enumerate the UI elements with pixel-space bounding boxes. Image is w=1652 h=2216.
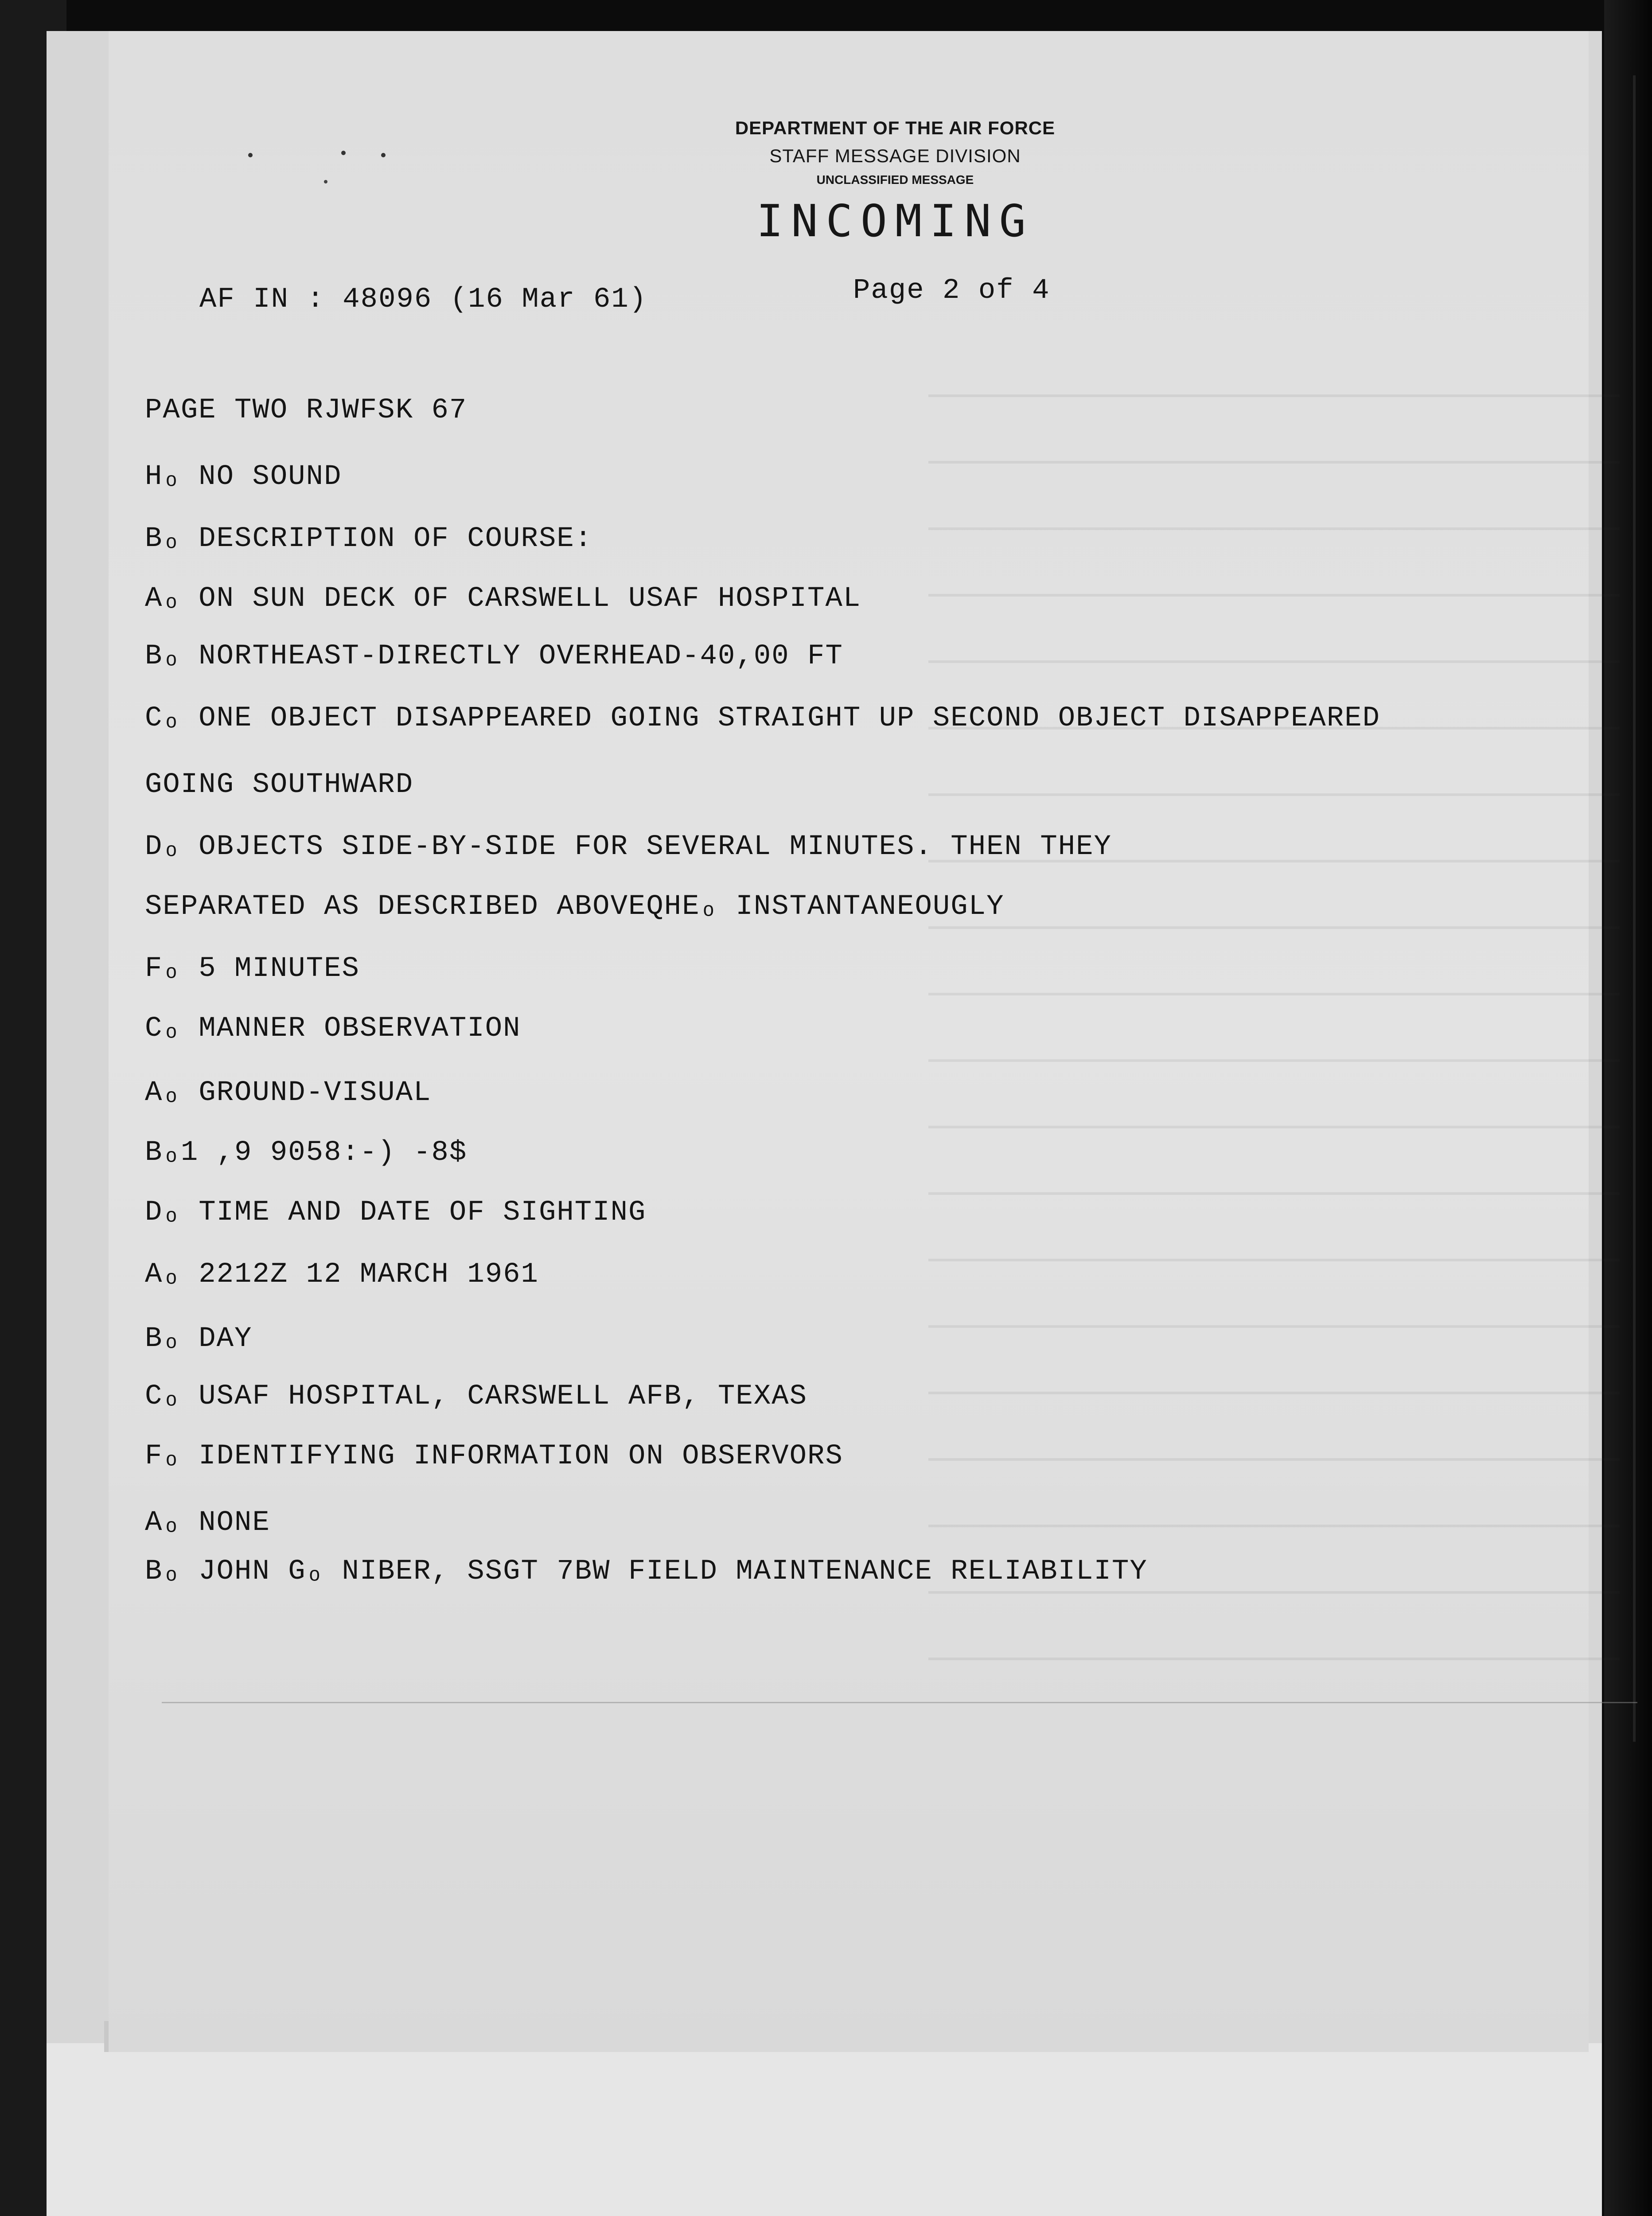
message-line: Aₒ ON SUN DECK OF CARSWELL USAF HOSPITAL: [145, 583, 861, 615]
message-reference: AF IN : 48096 (16 Mar 61): [199, 284, 647, 316]
incoming-title: INCOMING: [756, 195, 1034, 247]
bleed-through-text: [928, 341, 1620, 1715]
message-line: Aₒ GROUND-VISUAL: [145, 1077, 432, 1109]
message-line: Bₒ NORTHEAST-DIRECTLY OVERHEAD-40,00 FT: [145, 640, 843, 672]
message-line: Fₒ IDENTIFYING INFORMATION ON OBSERVORS: [145, 1440, 843, 1472]
message-line: Bₒ1 ,9 9058:-) -8$: [145, 1137, 468, 1169]
message-line: PAGE TWO RJWFSK 67: [145, 394, 468, 426]
dust-specks: [242, 120, 419, 208]
message-line: Hₒ NO SOUND: [145, 461, 342, 493]
document-page: [47, 31, 1602, 2216]
lower-page-area: [47, 2043, 1602, 2216]
message-line: GOING SOUTHWARD: [145, 769, 414, 801]
message-line: SEPARATED AS DESCRIBED ABOVEQHEₒ INSTANTANEOUGLY: [145, 891, 1005, 923]
classification-label: UNCLASSIFIED MESSAGE: [816, 173, 974, 187]
message-line: Dₒ TIME AND DATE OF SIGHTING: [145, 1197, 647, 1229]
message-line: Cₒ USAF HOSPITAL, CARSWELL AFB, TEXAS: [145, 1381, 808, 1412]
division-title: STAFF MESSAGE DIVISION: [769, 145, 1021, 166]
message-line: Bₒ JOHN Gₒ NIBER, SSGT 7BW FIELD MAINTENANCE RELIABILITY: [145, 1556, 1148, 1588]
message-line: Cₒ ONE OBJECT DISAPPEARED GOING STRAIGHT UP SECOND OBJECT DISAPPEARED: [145, 702, 1381, 734]
message-line: Bₒ DESCRIPTION OF COURSE:: [145, 523, 593, 555]
message-line: Fₒ 5 MINUTES: [145, 953, 360, 985]
page-indicator: Page 2 of 4: [853, 275, 1050, 307]
sheet-right-edge-line: [1633, 75, 1636, 1742]
message-line: Aₒ NONE: [145, 1507, 270, 1539]
message-line: Dₒ OBJECTS SIDE-BY-SIDE FOR SEVERAL MINUTES. THEN THEY: [145, 831, 1112, 863]
message-line: Aₒ 2212Z 12 MARCH 1961: [145, 1259, 539, 1291]
message-line: Bₒ DAY: [145, 1323, 253, 1355]
department-title: DEPARTMENT OF THE AIR FORCE: [735, 117, 1056, 138]
message-line: Cₒ MANNER OBSERVATION: [145, 1013, 521, 1045]
message-sheet: [109, 31, 1589, 2052]
sheet-bottom-perforation: [162, 1702, 1637, 1703]
